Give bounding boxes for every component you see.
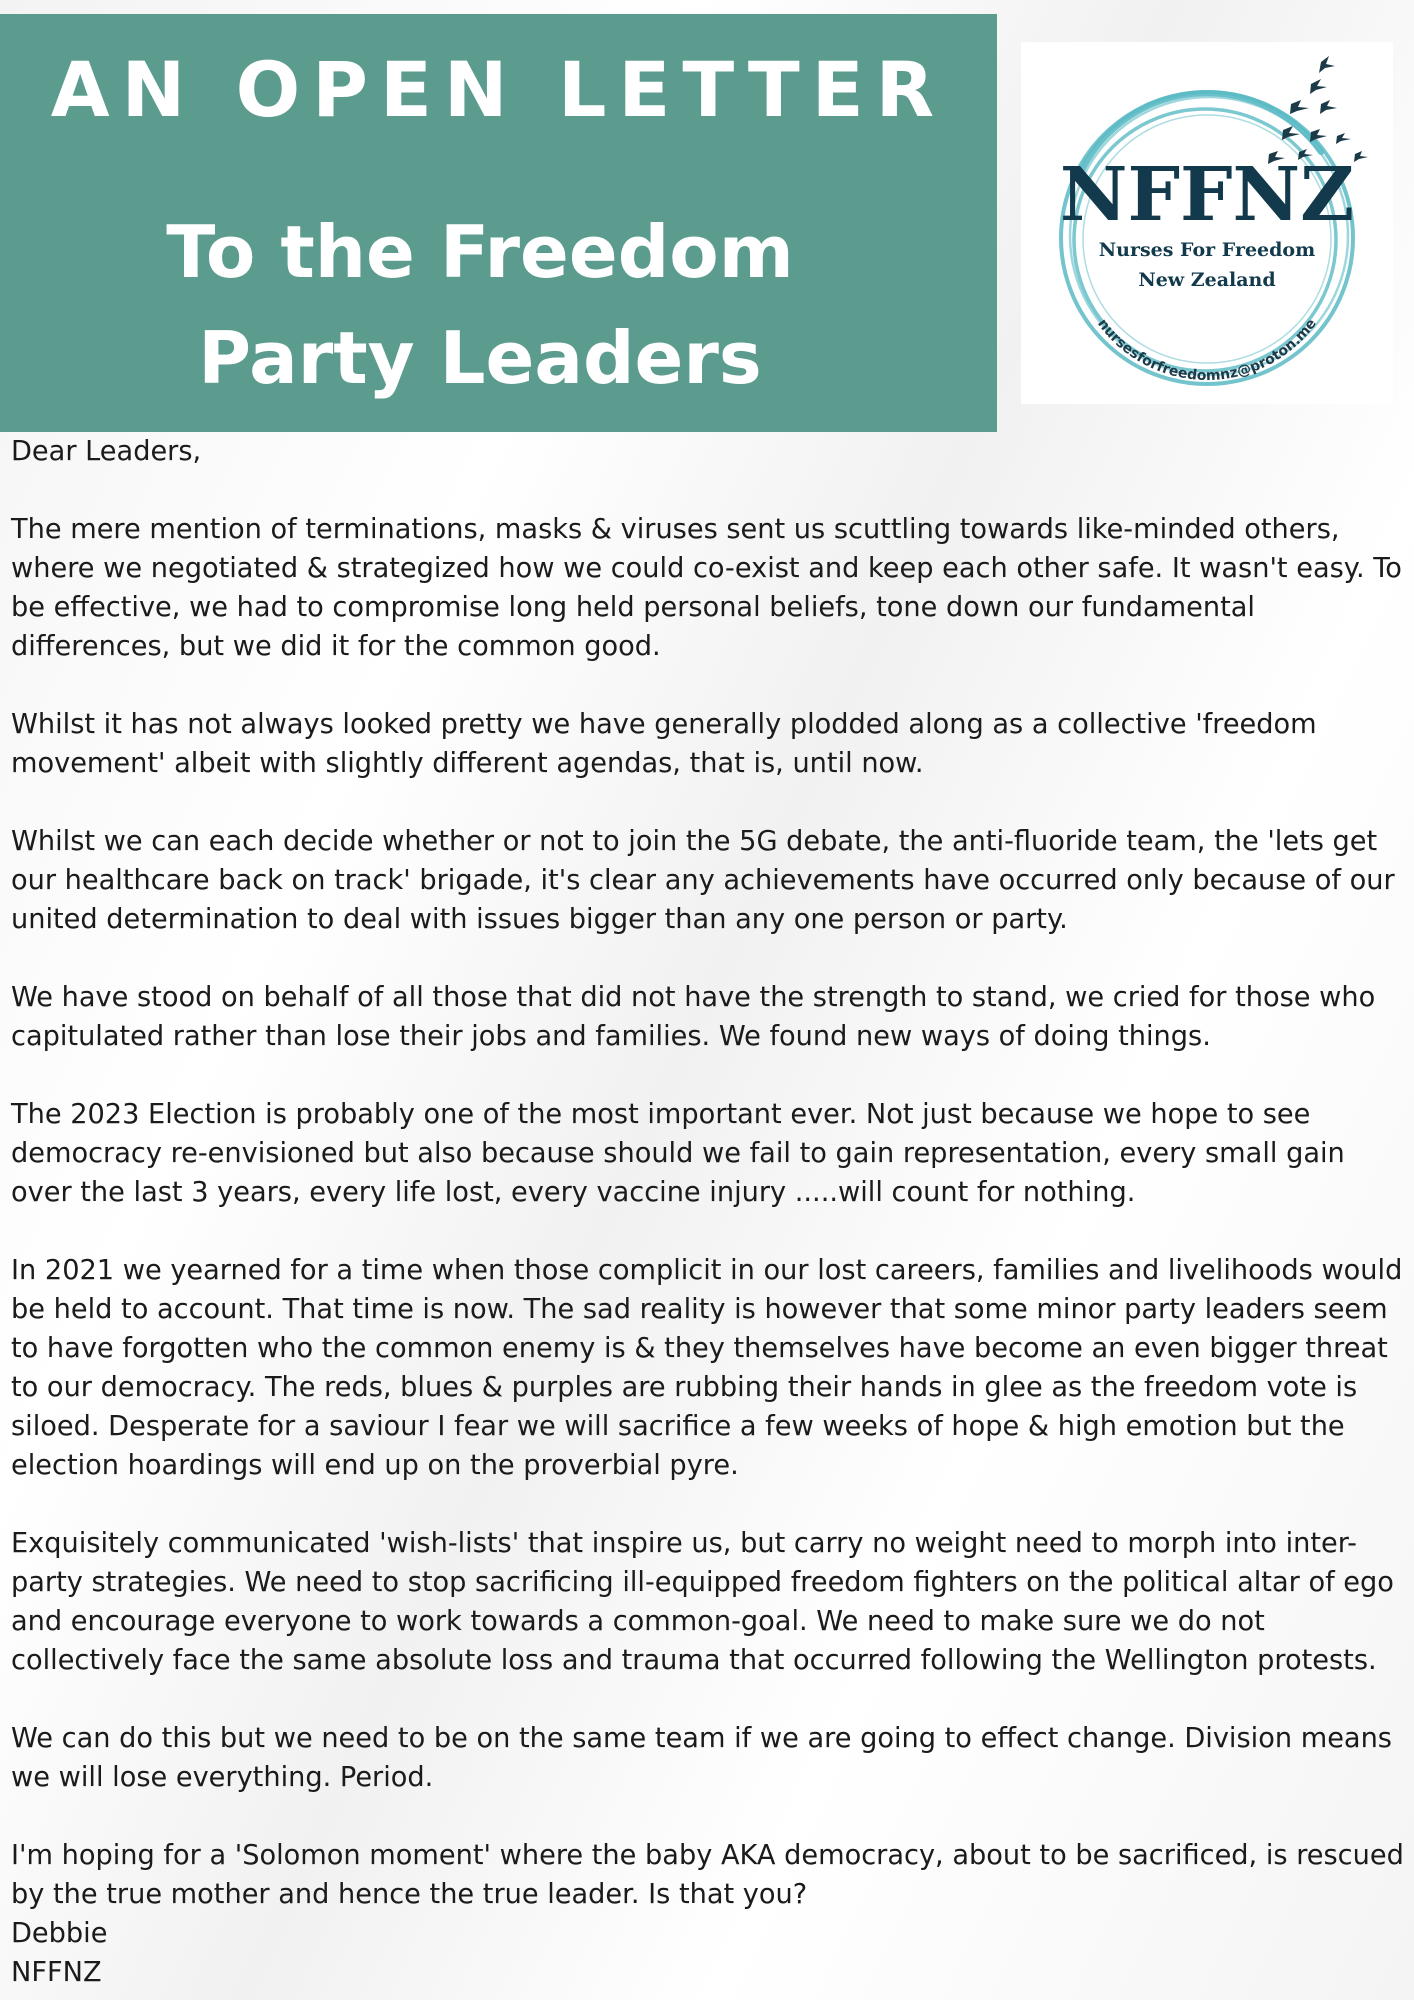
logo-graphic (1021, 42, 1393, 404)
letter-paragraph-2: Whilst it has not always looked pretty we have generally plodded along as a collective 'freedom movement' albeit with slightly different agendas, that is, until now. (11, 709, 1317, 779)
logo-email: nursesforfreedomnz@proton.me (1094, 315, 1320, 385)
logo-ring (1061, 92, 1353, 384)
nffnz-logo (1021, 42, 1393, 404)
letter-paragraph-1: The mere mention of terminations, masks & viruses sent us scuttling towards like-minded others, where we negotiated & strategized how we could co-exist and keep each other safe. It wasn't easy. To be effective, we had to compromise long held personal beliefs, tone down our fundamental differences, but we did it for the common good. (11, 514, 1402, 662)
logo-email-arc (1094, 316, 1320, 384)
letter-paragraph-6: In 2021 we yearned for a time when those complicit in our lost careers, families and livelihoods would be held to account. That time is now. The sad reality is however that some minor party leaders seem to have forgotten who the common enemy is & they themselves have become an even bigger threat to our democracy. The reds, blues & purples are rubbing their hands in glee as the freedom vote is siloed. Desperate for a saviour I fear we will sacrifice a few weeks of hope & high emotion but the election hoardings will end up on the proverbial pyre. (11, 1255, 1403, 1481)
letter-paragraph-4: We have stood on behalf of all those that did not have the strength to stand, we cried for those who capitulated rather than lose their jobs and families. We found new ways of doing things. (11, 982, 1376, 1052)
letter-paragraph-8: We can do this but we need to be on the same team if we are going to effect change. Division means we will lose everything. Period. (11, 1723, 1392, 1793)
letter-paragraph-5: The 2023 Election is probably one of the most important ever. Not just because we hope to see democracy re-envisioned but also because should we fail to gain representation, every small gain over the last 3 years, every life lost, every vaccine injury .....will count for nothing. (11, 1099, 1345, 1208)
letter-body (11, 432, 1406, 1992)
page-title: AN OPEN LETTER (50, 45, 947, 134)
signature-name: Debbie (11, 1918, 108, 1949)
letter-paragraph-7: Exquisitely communicated 'wish-lists' that inspire us, but carry no weight need to morph into inter-party strategies. We need to stop sacrificing ill-equipped freedom fighters on the political altar of ego and encourage everyone to work towards a common-goal. We need to make sure we do not collectively face the same absolute loss and trauma that occurred following the Wellington protests. (11, 1528, 1394, 1676)
letter-paragraph-9: I'm hoping for a 'Solomon moment' where the baby AKA democracy, about to be sacrificed, is rescued by the true mother and hence the true leader. Is that you? (11, 1840, 1404, 1910)
logo-name-line-2: New Zealand (1138, 269, 1276, 291)
page-subtitle-line-1: To the Freedom (166, 210, 794, 294)
signature-org: NFFNZ (11, 1957, 102, 1988)
logo-name-line-1: Nurses For Freedom (1098, 239, 1316, 261)
letter-paragraph-3: Whilst we can each decide whether or not to join the 5G debate, the anti-fluoride team, the 'lets get our healthcare back on track' brigade, it's clear any achievements have occurred only because of our united determination to deal with issues bigger than any one person or party. (11, 826, 1395, 935)
page-subtitle-line-2: Party Leaders (198, 316, 762, 400)
salutation: Dear Leaders, (11, 436, 202, 467)
logo-acronym: NFFNZ (1059, 152, 1355, 238)
